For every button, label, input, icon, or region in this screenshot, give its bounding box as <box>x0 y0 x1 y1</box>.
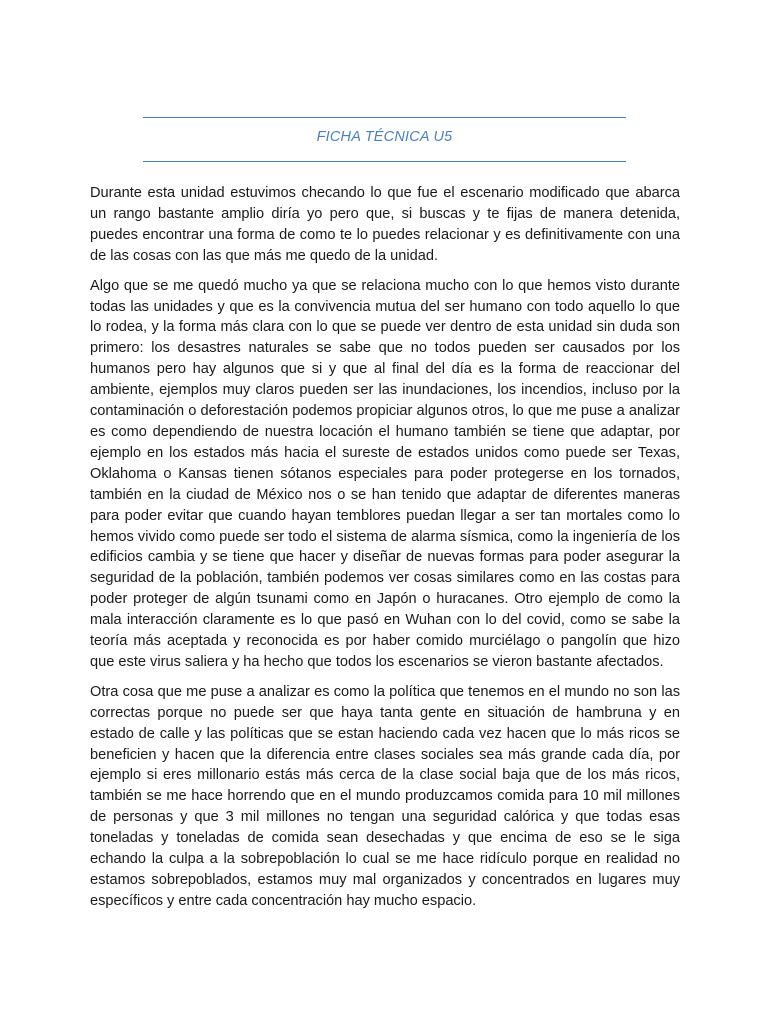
document-body <box>90 183 680 921</box>
paragraph-1: Durante esta unidad estuvimos checando lo que fue el escenario modificado que abarca un rango bastante amplio diría yo pero que, si buscas y te fijas de manera detenida, puedes encontrar una forma de como te lo puedes relacionar y es definitivamente con una de las cosas con las que más me quedo de la unidad. <box>90 185 680 264</box>
title-top-rule <box>143 117 626 118</box>
title-bottom-rule <box>143 161 626 162</box>
paragraph-2: Algo que se me quedó mucho ya que se relaciona mucho con lo que hemos visto durante todas las unidades y que es la convivencia mutua del ser humano con todo aquello lo que lo rodea, y la forma más clara con lo que se puede ver dentro de esta unidad sin duda son primero: los desastres naturales se sabe que no todos pueden ser causados por los humanos pero hay algunos que si y que al final del día es la forma de reaccionar del ambiente, ejemplos muy claros pueden ser las inundaciones, los incendios, incluso por la contaminación o deforestación podemos propiciar algunos otros, lo que me puse a analizar es como dependiendo de nuestra locación el humano también se tiene que adaptar, por ejemplo en los estados más hacia el sureste de estados unidos como puede ser Texas, Oklahoma o Kansas tienen sótanos especiales para poder protegerse en los tornados, también en la ciudad de México nos o se han tenido que adaptar de diferentes maneras para poder evitar que cuando hayan temblores puedan llegar a ser tan mortales como lo hemos vivido como puede ser todo el sistema de alarma sísmica, como la ingeniería de los edificios cambia y se tiene que hacer y diseñar de nuevas formas para poder asegurar la seguridad de la población, también podemos ver cosas similares como en las costas para poder proteger de algún tsunami como en Japón o huracanes. Otro ejemplo de como la mala interacción claramente es lo que pasó en Wuhan con lo del covid, como se sabe la teoría más aceptada y reconocida es por haber comido murciélago o pangolín que hizo que este virus saliera y ha hecho que todos los escenarios se vieron bastante afectados. <box>90 277 680 670</box>
document-title: FICHA TÉCNICA U5 <box>316 129 453 145</box>
paragraph-3: Otra cosa que me puse a analizar es como la política que tenemos en el mundo no son las correctas porque no puede ser que haya tanta gente en situación de hambruna y en estado de calle y las políticas que se estan haciendo cada vez hacen que lo más ricos se beneficien y hacen que la diferencia entre clases sociales sea más grande cada día, por ejemplo si eres millonario estás más cerca de la clase social baja que de los más ricos, también se me hace horrendo que en el mundo produzcamos comida para 10 mil millones de personas y que 3 mil millones no tengan una seguridad calórica y que todas esas toneladas y toneladas de comida sean desechadas y que encima de eso se le siga echando la culpa a la sobrepoblación lo cual se me hace ridículo porque en realidad no estamos sobrepoblados, estamos muy mal organizados y concentrados en lugares muy específicos y entre cada concentración hay mucho espacio. <box>90 683 680 909</box>
